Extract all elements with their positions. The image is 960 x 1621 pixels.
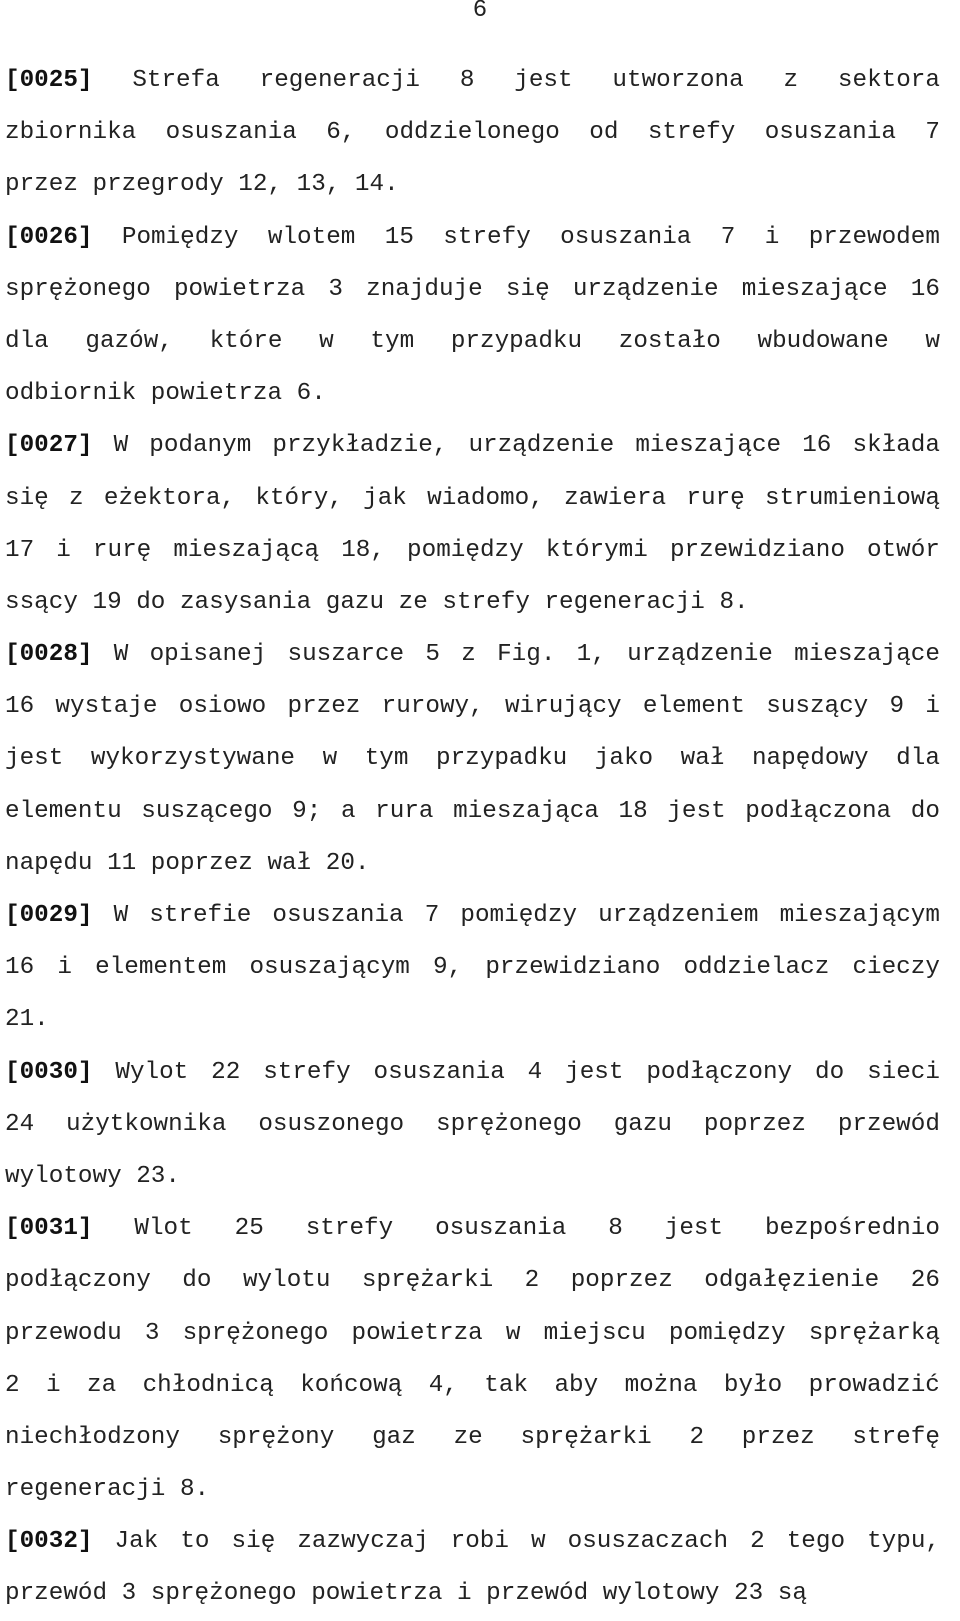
word: 2 — [5, 1371, 20, 1399]
word: odgałęzienie — [704, 1267, 880, 1295]
word: 7 — [424, 902, 440, 929]
word: przez — [741, 1423, 815, 1451]
word: suszącego — [141, 797, 273, 825]
word: przypadku — [450, 327, 583, 355]
word: 2 — [524, 1267, 540, 1295]
word: 6, — [326, 119, 356, 147]
paragraph-line — [5, 942, 940, 994]
line-text: wylotowy 23. — [5, 1162, 180, 1190]
word: pomiędzy — [407, 536, 524, 564]
word: tym — [364, 745, 409, 773]
word: zbiornika — [5, 119, 137, 147]
word: za — [87, 1371, 117, 1399]
word: mieszające — [635, 432, 782, 460]
word: mieszające — [794, 641, 940, 669]
word: W — [113, 902, 129, 929]
word: miejscu — [543, 1319, 646, 1347]
word: zazwyczaj — [297, 1528, 429, 1556]
word: przewód — [837, 1110, 940, 1138]
paragraph-id: [0032] — [5, 1528, 93, 1556]
paragraph-line — [5, 1360, 940, 1412]
word: osuszania — [272, 902, 404, 929]
word: urządzenie — [468, 432, 615, 460]
word: osuszania — [435, 1215, 567, 1243]
word: oddzielonego — [384, 119, 560, 147]
word: wlotem — [267, 223, 356, 251]
paragraph-id: [0026] — [5, 223, 93, 251]
word: do — [182, 1267, 212, 1295]
paragraph-id: [0028] — [5, 641, 93, 669]
word: przewodem — [808, 223, 940, 251]
paragraph-line — [5, 1255, 940, 1307]
word: 3 — [144, 1319, 160, 1347]
word: przewidziano — [669, 536, 845, 564]
word: strefie — [149, 902, 252, 929]
word: przykładzie, — [272, 432, 448, 460]
word: sektora — [837, 67, 940, 94]
word: się — [231, 1528, 276, 1556]
page-number: 6 — [472, 0, 488, 24]
word: jest — [664, 1215, 724, 1243]
word: Pomiędzy — [121, 223, 239, 251]
word: 7 — [925, 119, 940, 147]
word: mieszająca — [453, 797, 599, 825]
word: pomiędzy — [460, 902, 578, 929]
word: 9, — [433, 954, 463, 982]
word: Jak — [114, 1528, 159, 1556]
word: to — [180, 1528, 210, 1556]
word: osiowo — [178, 693, 267, 721]
word: poprzez — [703, 1110, 806, 1138]
paragraph-line — [5, 212, 940, 264]
word: 16 — [802, 432, 832, 460]
word: 8 — [608, 1215, 623, 1243]
word: osuszania — [165, 119, 297, 147]
word: i — [56, 536, 71, 564]
paragraph-line — [5, 107, 940, 159]
word: rurowy, — [381, 693, 484, 721]
word: przypadku — [436, 745, 568, 773]
word: z — [69, 484, 84, 512]
line-text: odbiornik powietrza 6. — [5, 380, 326, 408]
word: sprężarką — [808, 1319, 940, 1347]
word: strefy — [263, 1058, 351, 1086]
word: jak — [363, 484, 407, 512]
word: 15 — [384, 223, 414, 251]
word: wbudowane — [757, 327, 889, 355]
word: gazu — [613, 1110, 673, 1138]
word: z — [783, 67, 799, 94]
word: eżektora, — [103, 484, 236, 512]
word: podłączony — [5, 1267, 151, 1295]
word: które — [209, 327, 283, 355]
word: 16 — [5, 954, 35, 982]
word: wiadomo, — [427, 484, 544, 512]
word: powietrza — [351, 1319, 483, 1347]
word: suszarce — [287, 641, 405, 669]
word: strefę — [852, 1423, 940, 1451]
word: gazów, — [85, 327, 173, 355]
word: cieczy — [852, 954, 940, 982]
word: podanym — [149, 432, 252, 460]
word: osuszania — [764, 119, 896, 147]
word: tak — [484, 1371, 529, 1399]
word: a — [340, 797, 356, 825]
word: podłączona — [745, 797, 892, 825]
word: 9 — [889, 693, 905, 721]
word: w — [925, 327, 940, 355]
paragraph-id: [0025] — [5, 67, 93, 94]
word: i — [925, 693, 940, 721]
line-text: przez przegrody 12, 13, 14. — [5, 171, 399, 199]
word: było — [723, 1371, 783, 1399]
paragraph-line — [5, 1412, 940, 1464]
line-text: regeneracji 8. — [5, 1476, 210, 1504]
word: 4 — [527, 1058, 543, 1086]
word: tego — [786, 1528, 846, 1556]
word: powietrza — [173, 275, 306, 303]
word: element — [642, 693, 745, 721]
paragraph-line — [5, 473, 940, 525]
word: rurę — [686, 484, 745, 512]
word: 3 — [328, 275, 343, 303]
word: jest — [667, 797, 726, 825]
word: 18 — [618, 797, 648, 825]
word: znajduje — [366, 275, 483, 303]
word: oddzielacz — [683, 954, 830, 982]
word: jest — [565, 1058, 624, 1086]
word: 26 — [910, 1267, 940, 1295]
word: wirujący — [504, 693, 622, 721]
word: utworzona — [612, 67, 744, 94]
word: bezpośrednio — [764, 1215, 940, 1243]
word: aby — [554, 1371, 599, 1399]
word: sprężony — [217, 1423, 335, 1451]
word: końcową — [300, 1371, 403, 1399]
word: wał — [680, 745, 725, 773]
word: suszący — [766, 693, 869, 721]
word: od — [589, 119, 619, 147]
word: i — [57, 954, 72, 982]
word: jako — [594, 745, 654, 773]
word: w — [322, 745, 338, 773]
word: Wylot — [115, 1058, 189, 1086]
word: urządzenie — [627, 641, 773, 669]
word: do — [815, 1058, 845, 1086]
word: się — [5, 484, 49, 512]
word: się — [505, 275, 550, 303]
word: osuszania — [560, 223, 692, 251]
word: 1, — [576, 641, 606, 669]
word: użytkownika — [66, 1110, 227, 1138]
document-body — [5, 55, 940, 1621]
paragraph-line — [5, 1568, 940, 1620]
word: 2 — [750, 1528, 765, 1556]
word: osuszaczach — [567, 1528, 729, 1556]
word: opisanej — [149, 641, 267, 669]
word: można — [624, 1371, 698, 1399]
word: sprężonego — [182, 1319, 329, 1347]
word: ze — [453, 1423, 483, 1451]
word: elementem — [95, 954, 227, 982]
word: z — [461, 641, 476, 669]
paragraph-id: [0030] — [5, 1058, 93, 1086]
word: 24 — [5, 1110, 35, 1138]
paragraph-line — [5, 1151, 940, 1203]
word: 2 — [689, 1423, 705, 1451]
word: 9; — [292, 797, 322, 825]
word: 25 — [234, 1215, 264, 1243]
word: strefy — [647, 119, 736, 147]
word: i — [764, 223, 780, 251]
word: mieszającą — [173, 536, 320, 564]
word: strefy — [305, 1215, 394, 1243]
word: i — [46, 1371, 61, 1399]
word: mieszające — [741, 275, 888, 303]
word: przewidziano — [485, 954, 661, 982]
word: urządzeniem — [598, 902, 759, 929]
paragraph-line — [5, 159, 940, 211]
word: rurę — [92, 536, 152, 564]
word: wystaje — [55, 693, 158, 721]
paragraph-id: [0031] — [5, 1215, 93, 1243]
word: sprężonego — [5, 275, 151, 303]
word: sprężonego — [436, 1110, 582, 1138]
word: wykorzystywane — [90, 745, 296, 773]
word: 16 — [5, 693, 35, 721]
word: składa — [852, 432, 940, 460]
word: W — [113, 641, 129, 669]
paragraph-id: [0029] — [5, 902, 93, 929]
word: osuszania — [373, 1058, 505, 1086]
paragraph-line — [5, 838, 940, 890]
paragraph-line — [5, 890, 940, 942]
paragraph-line — [5, 786, 940, 838]
word: 7 — [720, 223, 736, 251]
word: rura — [375, 797, 434, 825]
paragraph-line — [5, 525, 940, 577]
word: Fig. — [497, 641, 556, 669]
word: w — [505, 1319, 521, 1347]
word: tym — [370, 327, 415, 355]
word: zostało — [618, 327, 721, 355]
word: dla — [5, 327, 49, 355]
word: 17 — [5, 536, 35, 564]
paragraph-line — [5, 316, 940, 368]
word: gaz — [372, 1423, 416, 1451]
paragraph-line — [5, 1308, 940, 1360]
word: mieszającym — [779, 902, 940, 929]
word: w — [531, 1528, 546, 1556]
word: robi — [450, 1528, 509, 1556]
word: przewodu — [5, 1319, 122, 1347]
word: jest — [514, 67, 573, 94]
word: urządzenie — [572, 275, 719, 303]
word: pomiędzy — [668, 1319, 786, 1347]
word: otwór — [866, 536, 940, 564]
paragraph-line — [5, 681, 940, 733]
paragraph-line — [5, 368, 940, 420]
word: 18, — [341, 536, 385, 564]
word: dla — [896, 745, 940, 773]
word: jest — [5, 745, 64, 773]
word: 5 — [425, 641, 440, 669]
paragraph-id: [0027] — [5, 432, 93, 460]
line-text: napędu 11 poprzez wał 20. — [5, 849, 370, 877]
word: niechłodzony — [5, 1423, 180, 1451]
paragraph-line — [5, 420, 940, 472]
word: sprężarki — [520, 1423, 652, 1451]
line-text: ssący 19 do zasysania gazu ze strefy regeneracji 8. — [5, 588, 749, 616]
word: 8 — [459, 67, 475, 94]
line-text: 21. — [5, 1006, 49, 1034]
word: 16 — [910, 275, 940, 303]
word: w — [319, 327, 334, 355]
paragraph-line — [5, 994, 940, 1046]
paragraph-line — [5, 1099, 940, 1151]
word: który, — [255, 484, 343, 512]
word: typu, — [867, 1528, 940, 1556]
paragraph-line — [5, 1047, 940, 1099]
paragraph-line — [5, 577, 940, 629]
paragraph-line — [5, 55, 940, 107]
word: osuszającym — [249, 954, 410, 982]
word: którymi — [545, 536, 648, 564]
word: Wlot — [134, 1215, 193, 1243]
paragraph-line — [5, 1464, 940, 1516]
word: przez — [287, 693, 361, 721]
word: do — [910, 797, 940, 825]
paragraph-line — [5, 1516, 940, 1568]
paragraph-line — [5, 629, 940, 681]
word: wylotu — [242, 1267, 331, 1295]
word: zawiera — [564, 484, 667, 512]
word: poprzez — [570, 1267, 673, 1295]
word: strefy — [443, 223, 531, 251]
word: napędowy — [751, 745, 869, 773]
word: W — [113, 432, 129, 460]
word: elementu — [5, 797, 122, 825]
paragraph-line — [5, 733, 940, 785]
word: sprężarki — [361, 1267, 494, 1295]
word: sieci — [867, 1058, 940, 1086]
word: 4, — [428, 1371, 458, 1399]
paragraph-line — [5, 264, 940, 316]
word: Strefa — [132, 67, 220, 94]
word: prowadzić — [808, 1371, 940, 1399]
word: 22 — [211, 1058, 241, 1086]
word: chłodnicą — [142, 1371, 274, 1399]
word: regeneracji — [259, 67, 421, 94]
word: osuszonego — [258, 1110, 405, 1138]
paragraph-line — [5, 1203, 940, 1255]
word: strumieniową — [765, 484, 940, 512]
line-text: przewód 3 sprężonego powietrza i przewód wylotowy 23 są — [5, 1580, 807, 1608]
word: podłączony — [646, 1058, 793, 1086]
